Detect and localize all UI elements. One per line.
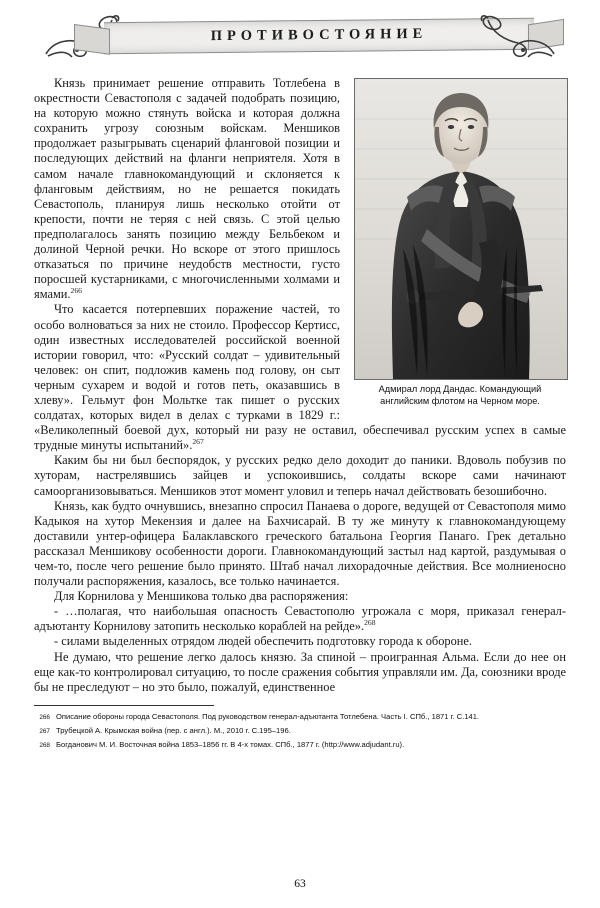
paragraph-3: Каким бы ни был беспорядок, у русских редко дело доходит до паники. Вдоволь побузив по хуторам, настрелявшись зайцев и успокоившись, солдаты вскоре сами начинают самоорганизовываться. Меншиков этот момент уловил и теперь начал действовать безошибочно. — [34, 453, 566, 498]
footnote-divider — [34, 705, 214, 706]
footnote-item — [34, 725, 566, 737]
footnote-marker[interactable]: 268 — [364, 618, 376, 628]
document-page — [0, 8, 600, 908]
page-number: 63 — [294, 878, 306, 890]
footnote-number: 266 — [39, 713, 50, 721]
page-banner — [34, 8, 566, 70]
figure-block — [354, 78, 566, 407]
paragraph-2: Что касается потерпевших поражение частей, то особо волноваться за них не стоило. Профессор Кертисс, один известных исследователей российской военной истории говорил, что: «Русский солдат – удивительный человек: он спит, подложив камень под голову, он сыт черным сухарем и водой и готов петь, оказавшись в хлеву». Гельмут фон Мольтке так пишет о русских солдатах, которых видел в делах с турками в 1829 г.: «Великолепный боевой дух, который ни разу не оставил, обеспечивал русским успех в самые трудные минуты испытаний».$^{267}$ — [34, 302, 566, 453]
footnote-text: Трубецкой А. Крымская война (пер. с англ.). М., 2010 г. С.195–196. — [56, 725, 291, 735]
footnote-marker[interactable]: 267 — [192, 437, 204, 447]
paragraph-4: Князь, как будто очнувшись, внезапно спросил Панаева о дороге, ведущей от Севастополя мимо Кадыкоя на хутор Мекензия и далее на Бахчисарай. В ту же минуту к главнокомандующему доставили унтер-офицера Балаклавского греческого батальона Георгия Панаго. Грек детально рассказал Меншикову особенности дороги. Главнокомандующий застыл над картой, раздумывая о чем-то, после чего решение было принято. Штаб начал лихорадочные действия. Все молниеносно получали распоряжения, казалось, все только начинается. — [34, 498, 566, 589]
footnote-text: Описание обороны города Севастополя. Под руководством генерал-адъютанта Тотлебена. Часть I. СПб., 1871 г. С.141. — [56, 711, 480, 721]
footnote-number: 268 — [39, 741, 50, 749]
portrait-illustration-icon — [355, 79, 567, 379]
paragraph-5: Для Корнилова у Меншикова только два распоряжения: — [54, 589, 349, 604]
paragraph-1: Князь принимает решение отправить Тотлебена в окрестности Севастополя с задачей подобрать позицию, на которую можно стянуть войска и которая должна сохранить угрозу союзным войскам. Меншиков продолжает разыгрывать сценарий фланговой позиции и последующих действий на фланги неприятеля. Хотя в самом начале главнокомандующий и склоняется к фланговым действиям, но не решается покидать Севастополь, планируя лишь несколько отойти от крепости, почти не теряя с ней связь. С этой целью предполагалось занять позицию между Бельбеком и долиной Черной речки. Но вскоре от этого пришлось отказаться по причине неудобств местности, густо поросшей кустарниками, с многочисленными холмами и ямами.$^{266}$ — [34, 76, 340, 302]
footnotes-block — [34, 711, 566, 751]
footnote-marker[interactable]: 266 — [70, 286, 82, 296]
paragraph-6: - …полагая, что наибольшая опасность Севастополю угрожала с моря, приказал генерал-адъютанту Корнилову затопить несколько кораблей на рейде».$^{268}$ — [34, 604, 566, 634]
footnote-number: 267 — [39, 727, 50, 735]
figure-caption: Адмирал лорд Дандас. Командующий английским флотом на Черном море. — [378, 384, 542, 406]
footnote-item — [34, 711, 566, 723]
footnote-text: Богданович М. И. Восточная война 1853–1856 гг. В 4-х томах. СПб., 1877 г. (http://www.adjudant.ru). — [56, 739, 405, 749]
portrait-image — [354, 78, 568, 380]
banner-title: ПРОТИВОСТОЯНИЕ — [210, 25, 428, 45]
page-content — [34, 76, 566, 695]
paragraph-8: Не думаю, что решение легко далось князю. За спиной – проигранная Альма. Если до нее он еще как-то контролировал ситуацию, то после сражения события управляли им. Да, союзники вроде бы не преследуют – но это было, пожалуй, единственное — [34, 649, 566, 694]
footnote-item — [34, 739, 566, 751]
paragraph-7: - силами выделенных отрядом людей обеспечить подготовку города к обороне. — [54, 634, 473, 649]
